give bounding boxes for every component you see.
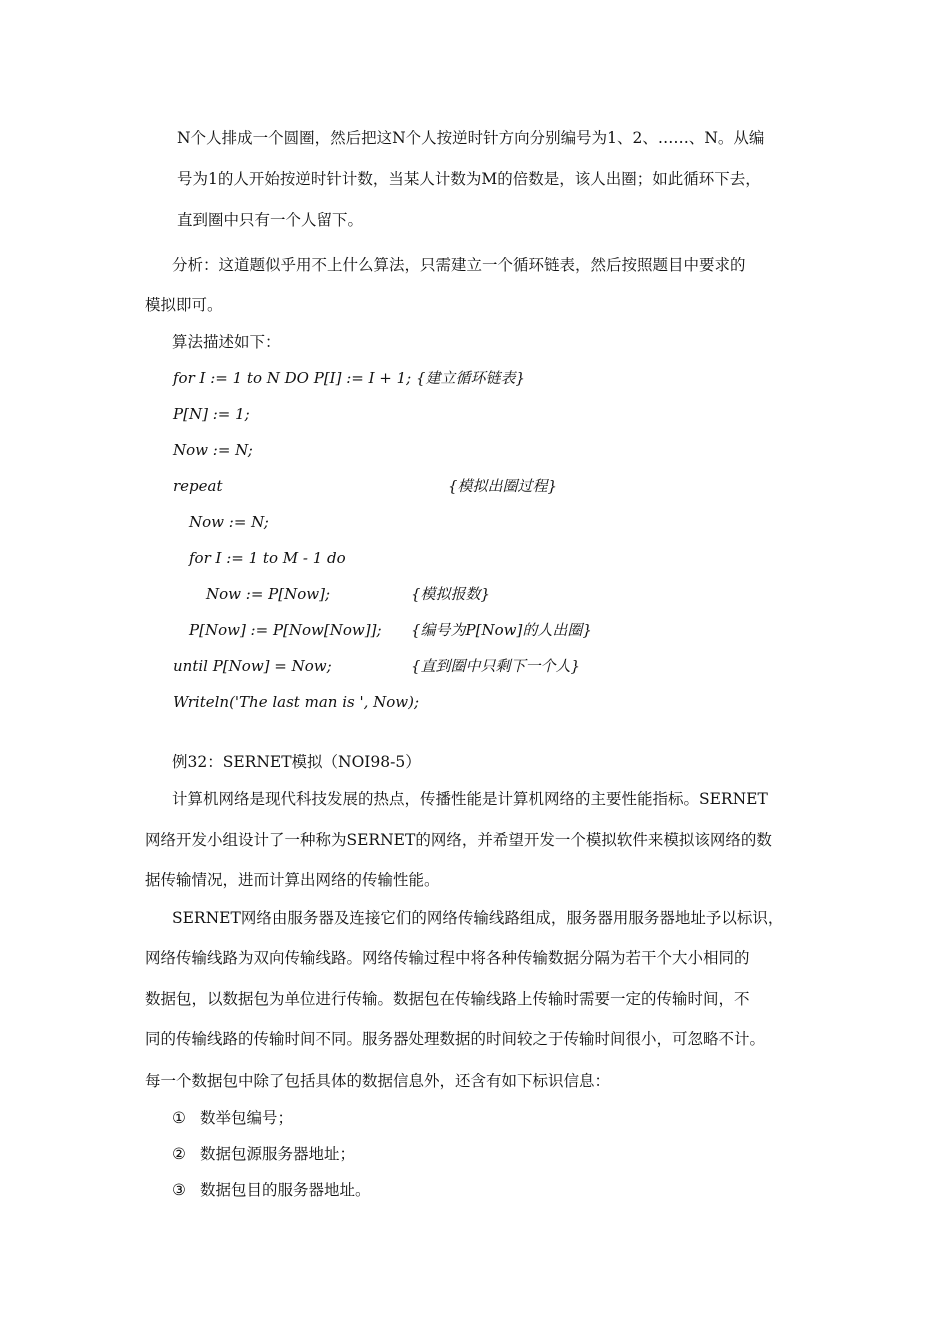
code-line-3: Now := N;	[173, 441, 253, 459]
example-p2-line-1: SERNET网络由服务器及连接它们的网络传输线路组成，服务器用服务器地址予以标识，	[172, 909, 784, 927]
example-p2-line-3: 数据包，以数据包为单位进行传输。数据包在传输线路上传输时需要一定的传输时间，不	[145, 990, 750, 1008]
problem-line-2: 号为1的人开始按逆时针计数，当某人计数为M的倍数是，该人出圈；如此循环下去，	[177, 170, 761, 188]
code-comment-8: {编号为P[Now]的人出圈}	[411, 621, 592, 639]
example-p2-line-5: 每一个数据包中除了包括具体的数据信息外，还含有如下标识信息：	[145, 1072, 611, 1090]
example-p1-line-1: 计算机网络是现代科技发展的热点，传播性能是计算机网络的主要性能指标。SERNET	[172, 790, 768, 808]
item-marker: ①	[172, 1109, 186, 1127]
list-item	[172, 1144, 355, 1164]
item-marker: ②	[172, 1145, 186, 1163]
example-p2-line-4: 同的传输线路的传输时间不同。服务器处理数据的时间较之于传输时间很小，可忽略不计。	[145, 1030, 766, 1048]
list-item	[172, 1180, 371, 1200]
code-line-4: repeat	[173, 477, 223, 495]
code-comment-4: {模拟出圈过程}	[448, 477, 558, 495]
problem-line-3: 直到圈中只有一个人留下。	[177, 211, 364, 229]
example-p1-line-2: 网络开发小组设计了一种称为SERNET的网络，并希望开发一个模拟软件来模拟该网络的数	[145, 831, 772, 849]
item-marker: ③	[172, 1181, 186, 1199]
code-line-1: for I := 1 to N DO P[I] := I + 1; {建立循环链表}	[173, 369, 526, 387]
example-title: 例32：SERNET模拟（NOI98-5）	[172, 753, 421, 771]
code-comment-7: {模拟报数}	[411, 585, 491, 603]
code-line-9: until P[Now] = Now;	[173, 657, 332, 675]
item-text: 数据包源服务器地址；	[200, 1145, 356, 1163]
item-text: 数举包编号；	[200, 1109, 294, 1127]
code-line-2: P[N] := 1;	[173, 405, 250, 423]
code-line-6: for I := 1 to M - 1 do	[189, 549, 346, 567]
list-item	[172, 1108, 293, 1128]
code-comment-9: {直到圈中只剩下一个人}	[411, 657, 581, 675]
code-line-10: Writeln('The last man is ', Now);	[173, 693, 420, 711]
analysis-line-1: 分析：这道题似乎用不上什么算法，只需建立一个循环链表，然后按照题目中要求的	[172, 256, 746, 274]
example-p1-line-3: 据传输情况，进而计算出网络的传输性能。	[145, 871, 440, 889]
algorithm-heading: 算法描述如下：	[172, 333, 281, 351]
code-line-8: P[Now] := P[Now[Now]];	[189, 621, 382, 639]
item-text: 数据包目的服务器地址。	[200, 1181, 371, 1199]
code-line-7: Now := P[Now];	[206, 585, 330, 603]
code-line-5: Now := N;	[189, 513, 269, 531]
problem-line-1: N个人排成一个圆圈，然后把这N个人按逆时针方向分别编号为1、2、……、N。从编	[177, 129, 765, 147]
analysis-line-2: 模拟即可。	[145, 296, 223, 314]
example-p2-line-2: 网络传输线路为双向传输线路。网络传输过程中将各种传输数据分隔为若干个大小相同的	[145, 949, 750, 967]
